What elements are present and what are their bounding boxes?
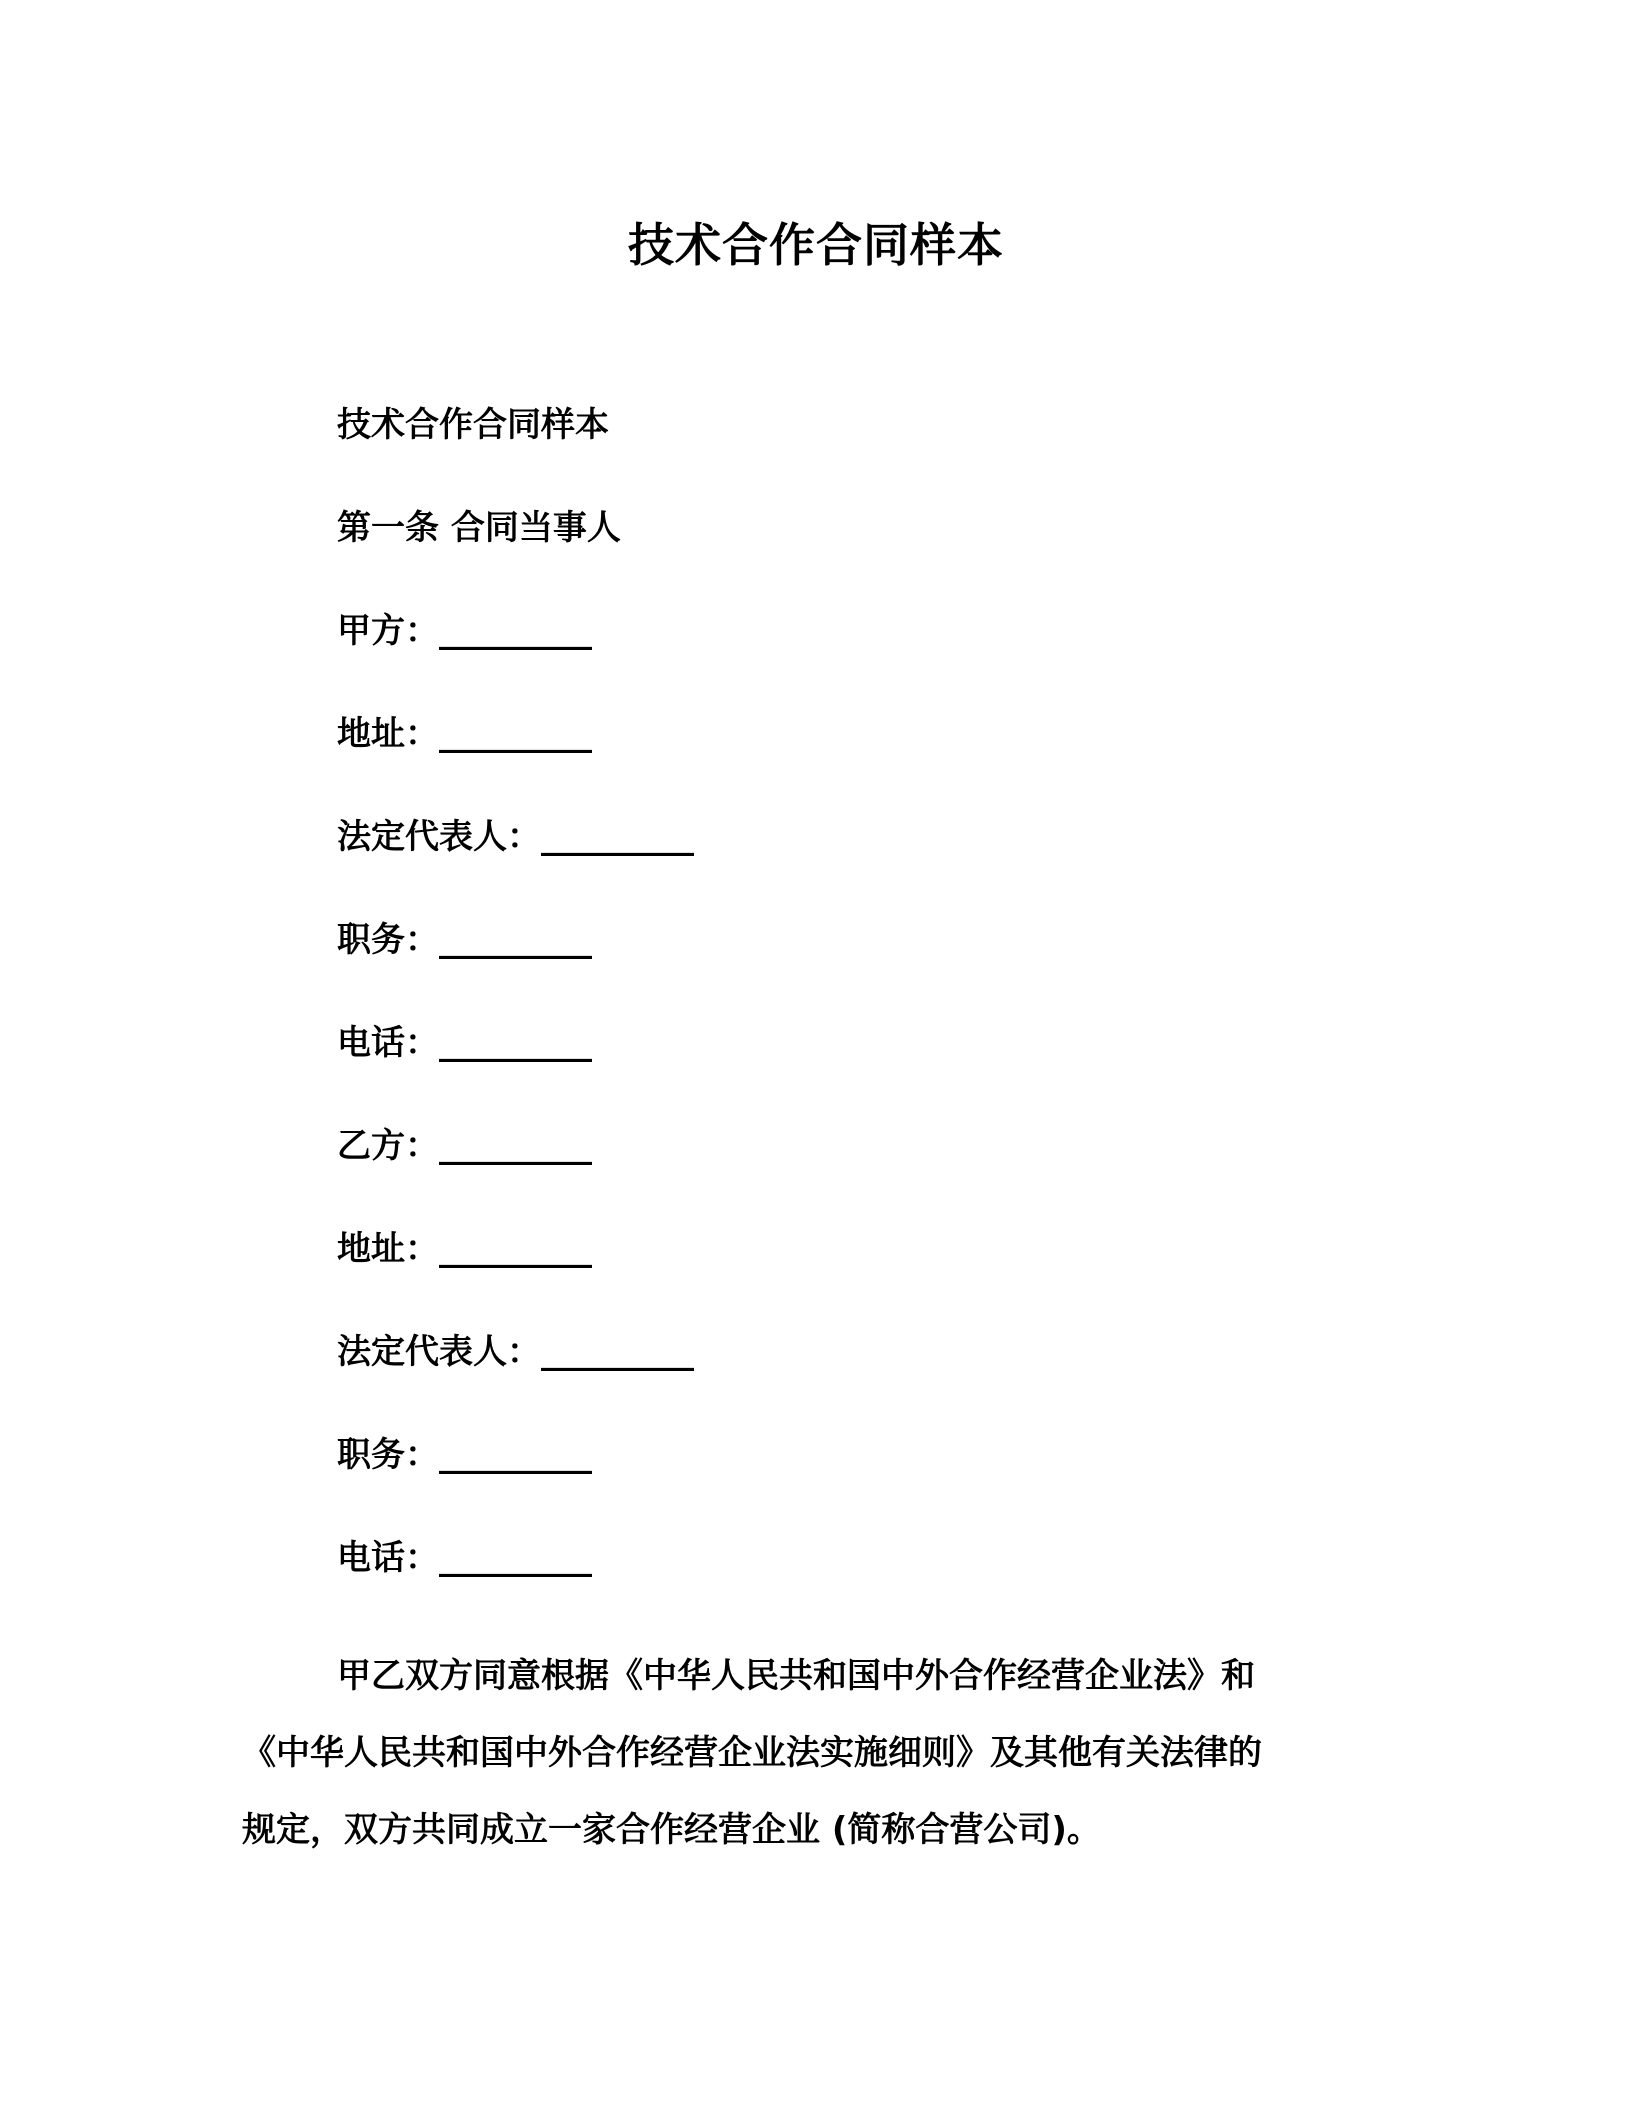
party-a-phone-blank-line: 电话：_________ [337,1023,592,1063]
agreement-paragraph-line-2: 《中华人民共和国中外合作经营企业法实施细则》及其他有关法律的 [242,1733,1262,1773]
agreement-paragraph-line-3: 规定，双方共同成立一家合作经营企业 (简称合营公司)。 [242,1810,1101,1850]
party-b-phone-blank-line: 电话：_________ [337,1538,592,1578]
subtitle-line: 技术合作合同样本 [337,405,609,445]
party-b-address-blank-line: 地址：_________ [337,1229,592,1269]
party-a-legal-rep-blank-line: 法定代表人：_________ [337,817,694,857]
party-a-blank-line: 甲方：_________ [337,611,592,651]
article-1-heading: 第一条 合同当事人 [337,508,621,548]
document-title: 技术合作合同样本 [628,218,1004,272]
party-a-address-blank-line: 地址：_________ [337,714,592,754]
agreement-paragraph-line-1: 甲乙双方同意根据《中华人民共和国中外合作经营企业法》和 [337,1656,1255,1696]
party-a-position-blank-line: 职务：_________ [337,920,592,960]
document-body [242,405,1442,1869]
party-b-legal-rep-blank-line: 法定代表人：_________ [337,1332,694,1372]
party-b-position-blank-line: 职务：_________ [337,1435,592,1475]
agreement-paragraph [242,1638,1442,1869]
party-b-blank-line: 乙方：_________ [337,1126,592,1166]
